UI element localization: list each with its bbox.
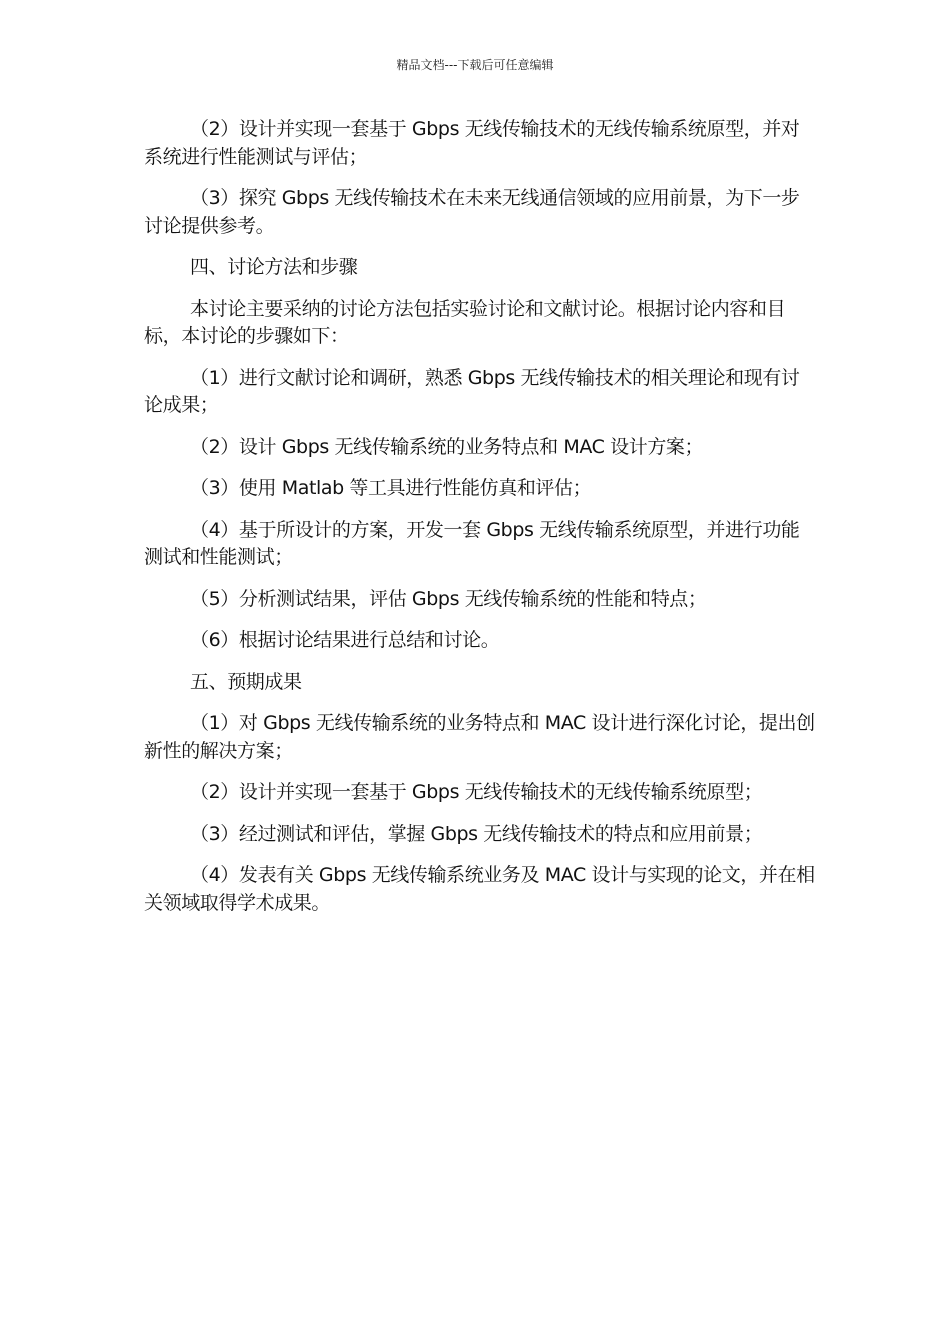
paragraph-goal-3: （3）探究 Gbps 无线传输技术在未来无线通信领域的应用前景，为下一步讨论提供参考。 [144, 187, 800, 237]
paragraph-step-2: （2）设计 Gbps 无线传输系统的业务特点和 MAC 设计方案； [190, 435, 704, 458]
paragraph-result-1: （1）对 Gbps 无线传输系统的业务特点和 MAC 设计进行深化讨论，提出创新性的解决方案； [144, 712, 815, 762]
section-heading-results: 五、预期成果 [190, 670, 302, 693]
section-heading-methods: 四、讨论方法和步骤 [190, 256, 358, 278]
paragraph-result-2: （2）设计并实现一套基于 Gbps 无线传输技术的无线传输系统原型； [190, 781, 763, 803]
paragraph-step-3: （3）使用 Matlab 等工具进行性能仿真和评估； [190, 477, 592, 499]
paragraph-methods-intro: 本讨论主要采纳的讨论方法包括实验讨论和文献讨论。根据讨论内容和目标，本讨论的步骤如下： [144, 297, 786, 347]
document-body [144, 116, 816, 931]
paragraph-step-1: （1）进行文献讨论和调研，熟悉 Gbps 无线传输技术的相关理论和现有讨论成果； [144, 366, 800, 416]
paragraph-step-4: （4）基于所设计的方案，开发一套 Gbps 无线传输系统原型，并进行功能测试和性能测试； [144, 518, 800, 568]
paragraph-goal-2: （2）设计并实现一套基于 Gbps 无线传输技术的无线传输系统原型，并对系统进行性能测试与评估； [144, 118, 800, 168]
page-header: 精品文档---下载后可任意编辑 [396, 58, 554, 72]
paragraph-result-3: （3）经过测试和评估，掌握 Gbps 无线传输技术的特点和应用前景； [190, 822, 763, 845]
paragraph-result-4: （4）发表有关 Gbps 无线传输系统业务及 MAC 设计与实现的论文，并在相关领域取得学术成果。 [144, 864, 815, 914]
paragraph-step-6: （6）根据讨论结果进行总结和讨论。 [190, 629, 500, 651]
paragraph-step-5: （5）分析测试结果，评估 Gbps 无线传输系统的性能和特点； [190, 587, 707, 610]
